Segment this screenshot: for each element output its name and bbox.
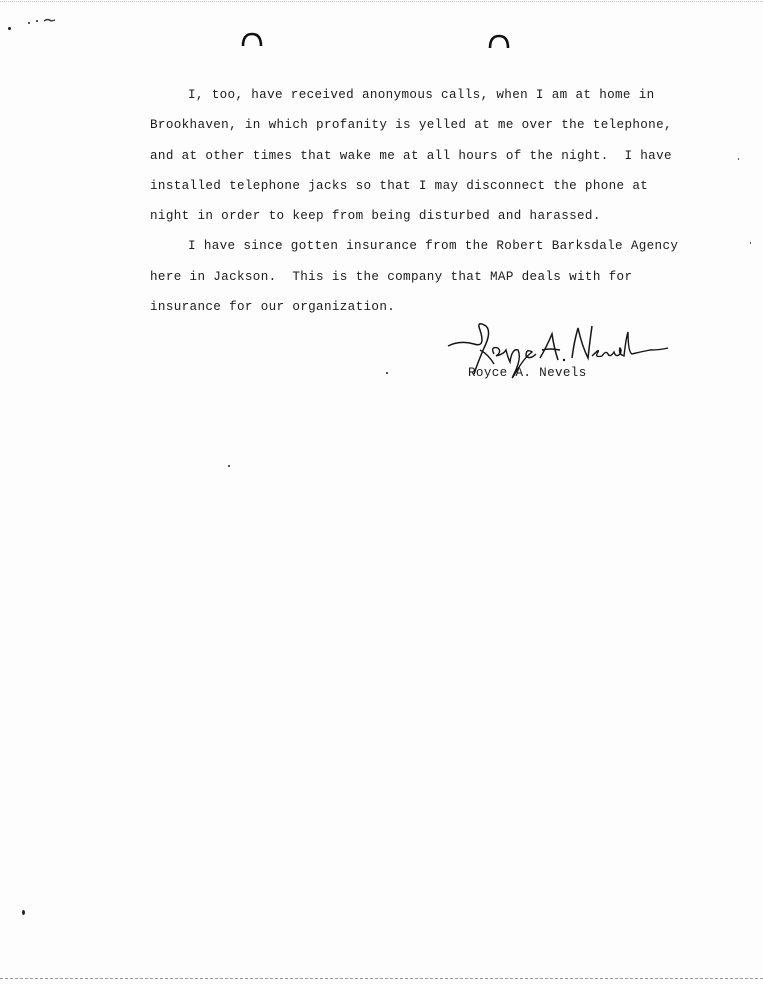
typed-signature-name: Royce A. Nevels [468, 366, 587, 380]
text-line: here in Jackson. This is the company that MAP deals with for [150, 269, 633, 284]
text-line: Brookhaven, in which profanity is yelled at me over the telephone, [150, 118, 672, 133]
scan-speck [22, 910, 25, 915]
scan-speck [228, 465, 230, 467]
scan-speck [750, 242, 751, 244]
scan-speck [738, 158, 739, 160]
text-line: I have since gotten insurance from the Robert Barksdale Agency [188, 239, 679, 254]
punch-hole-mark-left [240, 30, 264, 50]
signature-block [440, 318, 670, 398]
text-line: and at other times that wake me at all hours of the night. I have [150, 148, 672, 163]
text-line: installed telephone jacks so that I may disconnect the phone at [150, 178, 649, 193]
paragraph-anonymous-calls [150, 80, 670, 231]
text-line: insurance for our organization. [150, 300, 396, 315]
text-line: night in order to keep from being disturbed and harassed. [150, 209, 601, 224]
bottom-edge-line [0, 978, 763, 979]
paragraph-insurance [150, 231, 679, 322]
scan-mark [43, 17, 57, 25]
scan-speck [36, 20, 38, 22]
letter-body [150, 80, 679, 322]
top-edge-line [0, 1, 763, 2]
scan-speck [386, 372, 388, 374]
text-line: I, too, have received anonymous calls, when I am at home in [188, 88, 655, 102]
scan-speck [28, 22, 30, 24]
punch-hole-mark-right [487, 32, 511, 52]
scan-speck [8, 27, 11, 30]
